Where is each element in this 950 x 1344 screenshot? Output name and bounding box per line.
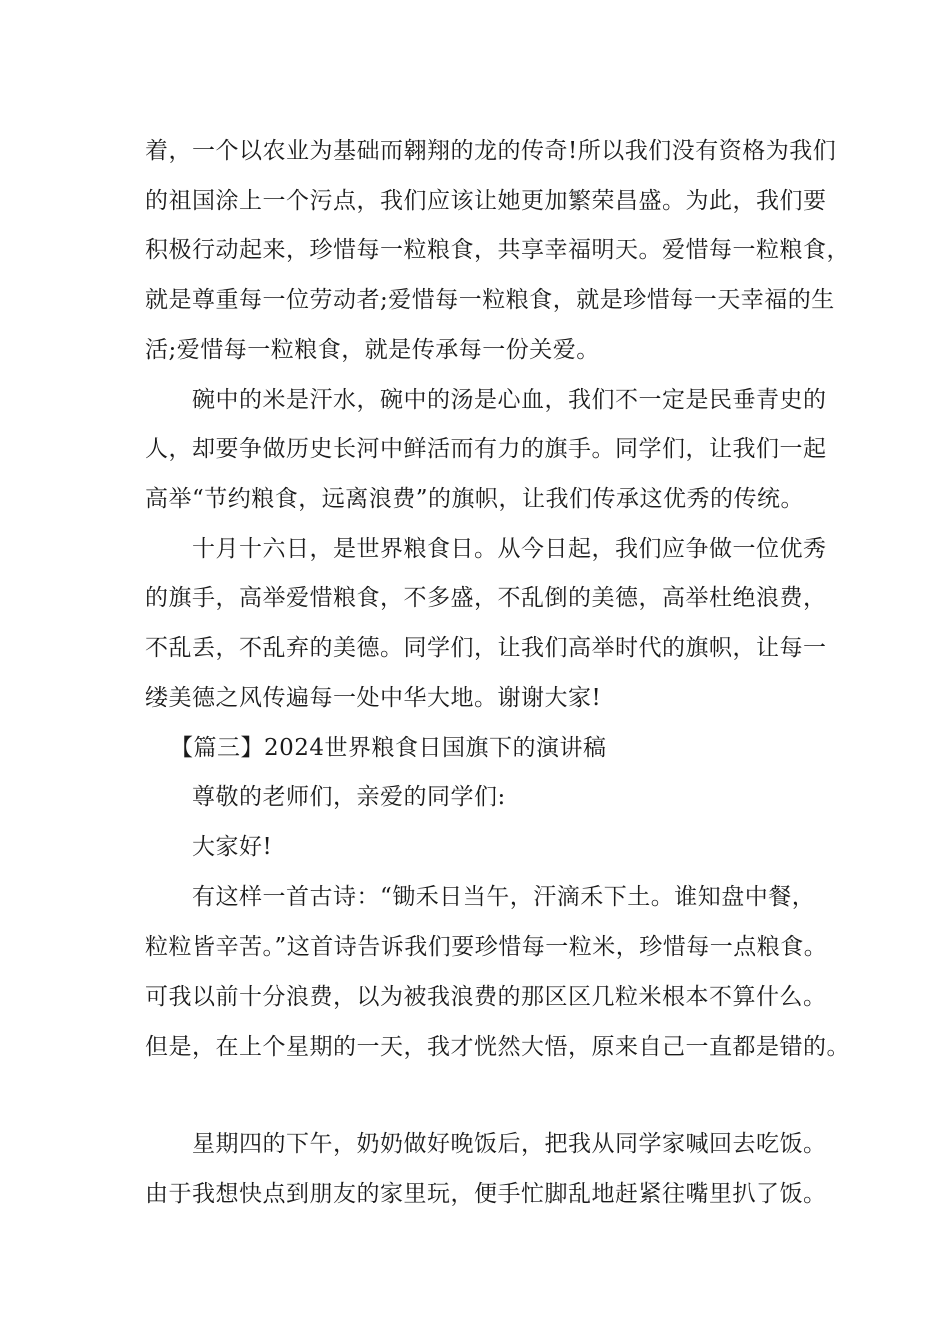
greeting: 大家好! [192, 834, 273, 860]
text-line-4: 就是尊重每一位劳动者;爱惜每一粒粮食，就是珍惜每一天幸福的生 [145, 287, 835, 313]
text-line-5: 活;爱惜每一粒粮食，就是传承每一份关爱。 [145, 337, 600, 363]
section-heading: 【篇三】2024世界粮食日国旗下的演讲稿 [170, 735, 607, 761]
text-line-11: 不乱丢，不乱弃的美德。同学们，让我们高举时代的旗帜，让每一 [145, 635, 827, 661]
text-line-20: 星期四的下午，奶奶做好晚饭后，把我从同学家喊回去吃饭。 [192, 1131, 827, 1157]
text-line-19: 但是，在上个星期的一天，我才恍然大悟，原来自己一直都是错的。 [145, 1034, 850, 1060]
salutation: 尊敬的老师们，亲爱的同学们: [192, 784, 506, 810]
text-line-12: 缕美德之风传遍每一处中华大地。谢谢大家! [145, 685, 602, 711]
text-line-2: 的祖国涂上一个污点，我们应该让她更加繁荣昌盛。为此，我们要 [145, 188, 827, 214]
text-line-9: 十月十六日，是世界粮食日。从今日起，我们应争做一位优秀 [192, 536, 827, 562]
text-line-6: 碗中的米是汗水，碗中的汤是心血，我们不一定是民垂青史的 [192, 387, 827, 413]
text-line-17: 粒粒皆辛苦。”这首诗告诉我们要珍惜每一粒米，珍惜每一点粮食。 [145, 934, 828, 960]
text-line-8: 高举“节约粮食，远离浪费”的旗帜，让我们传承这优秀的传统。 [145, 486, 805, 512]
text-line-16: 有这样一首古诗：“锄禾日当午，汗滴禾下土。谁知盘中餐， [192, 884, 816, 910]
text-line-18: 可我以前十分浪费，以为被我浪费的那区区几粒米根本不算什么。 [145, 984, 827, 1010]
text-line-1: 着，一个以农业为基础而翱翔的龙的传奇!所以我们没有资格为我们 [145, 138, 837, 164]
text-line-21: 由于我想快点到朋友的家里玩，便手忙脚乱地赶紧往嘴里扒了饭。 [145, 1181, 827, 1207]
text-line-7: 人，却要争做历史长河中鲜活而有力的旗手。同学们，让我们一起 [145, 436, 827, 462]
text-line-3: 积极行动起来，珍惜每一粒粮食，共享幸福明天。爱惜每一粒粮食， [145, 237, 850, 263]
text-line-10: 的旗手，高举爱惜粮食，不多盛，不乱倒的美德，高举杜绝浪费， [145, 585, 827, 611]
